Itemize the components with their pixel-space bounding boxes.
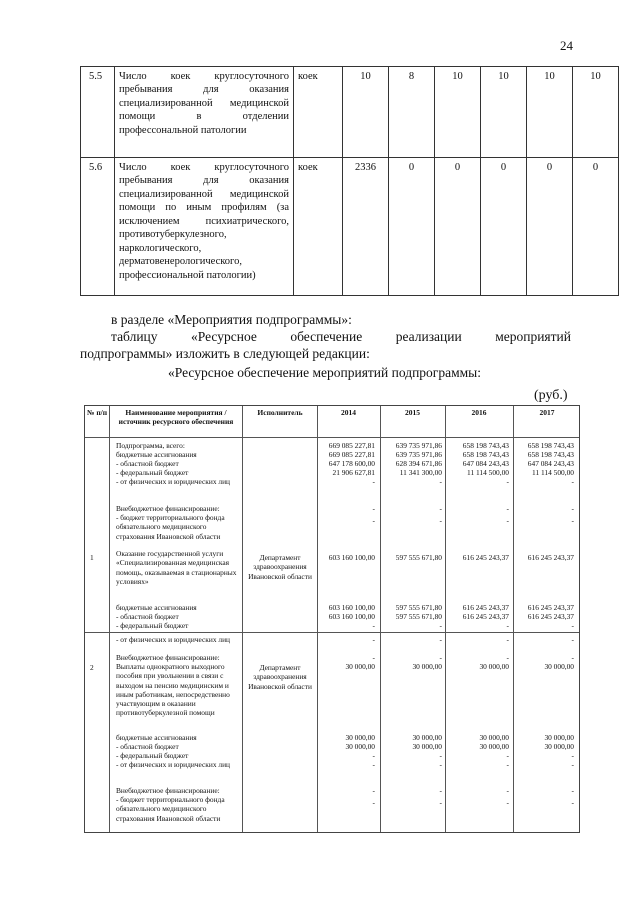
value-2014: 21 906 627,81	[332, 468, 375, 477]
value-2017: 30 000,00	[544, 733, 574, 742]
value-2017: 11 114 500,00	[532, 468, 574, 477]
row-number: 5.6	[81, 158, 115, 296]
value-2015: -	[439, 653, 442, 662]
value-2014: -	[372, 760, 375, 769]
value-2015: 30 000,00	[412, 662, 442, 671]
indicator-value: 0	[527, 158, 573, 296]
row-number: 5.5	[81, 67, 115, 158]
indicator-value: 0	[481, 158, 527, 296]
program-line: Подпрограмма, всего:	[116, 441, 185, 450]
indicator-name: Число коек круглосуточного пребывания для оказания специализированной медицинской помощи в отделении профессональной патологии	[115, 67, 294, 158]
indicator-value: 10	[435, 67, 481, 158]
table-caption: «Ресурсное обеспечение мероприятий подпрограммы:	[168, 365, 481, 380]
row-divider	[85, 437, 579, 438]
item-line: - областной бюджет	[116, 612, 179, 621]
item-line: Внебюджетное финансирование:	[116, 653, 220, 662]
value-2016: -	[506, 653, 509, 662]
value-2014: -	[372, 653, 375, 662]
value-2017: 616 245 243,37	[527, 603, 574, 612]
header-2014: 2014	[341, 408, 356, 417]
value-2016: -	[506, 798, 509, 807]
value-2014: 647 178 600,00	[328, 459, 375, 468]
value-2014: 30 000,00	[345, 733, 375, 742]
program-line: Внебюджетное финансирование:	[116, 504, 220, 513]
header-executor: Исполнитель	[257, 408, 303, 417]
value-2014: 603 160 100,00	[328, 553, 375, 562]
table-row	[81, 67, 619, 158]
value-2016: 658 198 743,43	[462, 450, 509, 459]
value-2014: -	[372, 798, 375, 807]
value-2016: 30 000,00	[479, 733, 509, 742]
value-2016: -	[506, 504, 509, 513]
value-2016: -	[506, 477, 509, 486]
program-line: - федеральный бюджет	[116, 468, 189, 477]
value-2015: 597 555 671,80	[395, 553, 442, 562]
item-line: - от физических и юридических лиц	[116, 760, 230, 769]
word: таблицу	[111, 329, 158, 344]
value-2016: -	[506, 621, 509, 630]
value-2015: 628 394 671,86	[395, 459, 442, 468]
value-2016: 11 114 500,00	[467, 468, 509, 477]
value-2017: 30 000,00	[544, 742, 574, 751]
value-2015: 639 735 971,86	[395, 450, 442, 459]
value-2017: -	[571, 477, 574, 486]
value-2017: 616 245 243,37	[527, 553, 574, 562]
column-divider	[242, 406, 243, 832]
item-line: - областной бюджет	[116, 742, 179, 751]
value-2016: 658 198 743,43	[462, 441, 509, 450]
indicator-value: 0	[573, 158, 619, 296]
value-2014: 30 000,00	[345, 662, 375, 671]
value-2015: -	[439, 516, 442, 525]
indicator-value: 10	[481, 67, 527, 158]
value-2015: -	[439, 760, 442, 769]
value-2017: -	[571, 516, 574, 525]
value-2014: -	[372, 751, 375, 760]
value-2014: 30 000,00	[345, 742, 375, 751]
word: обеспечение	[290, 329, 363, 344]
indicators-table	[80, 66, 619, 296]
item-line: бюджетные ассигнования	[116, 603, 197, 612]
paragraph-line: в разделе «Мероприятия подпрограммы»:	[111, 312, 352, 327]
value-2015: -	[439, 504, 442, 513]
value-2015: -	[439, 477, 442, 486]
value-2016: -	[506, 635, 509, 644]
value-2017: -	[571, 751, 574, 760]
value-2014: 669 085 227,81	[328, 441, 375, 450]
item-number: 2	[90, 663, 94, 672]
indicator-value: 0	[389, 158, 435, 296]
value-2016: 616 245 243,37	[462, 612, 509, 621]
value-2014: -	[372, 621, 375, 630]
value-2016: -	[506, 786, 509, 795]
value-2017: -	[571, 504, 574, 513]
indicator-value: 10	[343, 67, 389, 158]
value-2017: -	[571, 786, 574, 795]
value-2015: 597 555 671,80	[395, 612, 442, 621]
value-2014: -	[372, 504, 375, 513]
value-2017: -	[571, 621, 574, 630]
item-title: Оказание государственной услуги «Специализированная медицинская помощь, оказываемая в стационарных условиях»	[116, 549, 237, 586]
item-line: - бюджет территориального фонда обязательного медицинского страхования Ивановской области	[116, 795, 225, 823]
value-2016: -	[506, 751, 509, 760]
value-2014: -	[372, 786, 375, 795]
value-2015: 597 555 671,80	[395, 603, 442, 612]
resource-table	[84, 405, 580, 833]
indicator-value: 2336	[343, 158, 389, 296]
value-2015: 639 735 971,86	[395, 441, 442, 450]
indicator-value: 0	[435, 158, 481, 296]
value-2017: -	[571, 635, 574, 644]
currency-unit: (руб.)	[534, 388, 568, 403]
word: мероприятий	[495, 329, 571, 344]
value-2015: -	[439, 635, 442, 644]
item-line: - от физических и юридических лиц	[116, 635, 230, 644]
value-2014: -	[372, 516, 375, 525]
value-2016: -	[506, 760, 509, 769]
value-2016: 616 245 243,37	[462, 603, 509, 612]
indicator-value: 8	[389, 67, 435, 158]
program-line: - областной бюджет	[116, 459, 179, 468]
value-2015: -	[439, 621, 442, 630]
table-row	[81, 158, 619, 296]
item-line: - федеральный бюджет	[116, 751, 189, 760]
value-2015: 30 000,00	[412, 733, 442, 742]
value-2014: -	[372, 477, 375, 486]
value-2017: 658 198 743,43	[527, 441, 574, 450]
value-2015: 11 341 300,00	[399, 468, 442, 477]
indicator-name: Число коек круглосуточного пребывания для оказания специализированной медицинской помощи по иным профилям (за исключением психиатрического, противотуберкулезного, наркологического, дерматовенерологического, профессиональной патологии)	[115, 158, 294, 296]
value-2016: 30 000,00	[479, 742, 509, 751]
value-2017: 647 084 243,43	[527, 459, 574, 468]
value-2015: -	[439, 798, 442, 807]
header-2015: 2015	[405, 408, 420, 417]
indicator-value: 10	[573, 67, 619, 158]
value-2017: -	[571, 798, 574, 807]
paragraph-line: подпрограммы» изложить в следующей редакции:	[80, 346, 370, 361]
value-2017: 658 198 743,43	[527, 450, 574, 459]
value-2014: -	[372, 635, 375, 644]
value-2014: 669 085 227,81	[328, 450, 375, 459]
value-2016: 616 245 243,37	[462, 553, 509, 562]
header-2017: 2017	[539, 408, 555, 417]
value-2015: 30 000,00	[412, 742, 442, 751]
item-executor: Департамент здравоохранения Ивановской области	[248, 553, 312, 581]
value-2017: -	[571, 760, 574, 769]
word: «Ресурсное	[191, 329, 257, 344]
item-line: - федеральный бюджет	[116, 621, 189, 630]
value-2017: 30 000,00	[544, 662, 574, 671]
value-2017: 616 245 243,37	[527, 612, 574, 621]
value-2016: 647 084 243,43	[462, 459, 509, 468]
indicator-value: 10	[527, 67, 573, 158]
value-2015: -	[439, 751, 442, 760]
value-2014: 603 160 100,00	[328, 612, 375, 621]
value-2015: -	[439, 786, 442, 795]
item-number: 1	[90, 553, 94, 562]
value-2014: 603 160 100,00	[328, 603, 375, 612]
value-2016: 30 000,00	[479, 662, 509, 671]
value-2017: -	[571, 653, 574, 662]
item-line: Внебюджетное финансирование:	[116, 786, 220, 795]
indicator-unit: коек	[294, 158, 343, 296]
page-number: 24	[560, 38, 573, 53]
item-line: бюджетные ассигнования	[116, 733, 197, 742]
header-2016: 2016	[471, 408, 487, 417]
indicator-unit: коек	[294, 67, 343, 158]
header-num: № п/п	[86, 408, 108, 417]
header-name: Наименование мероприятия / источник ресурсного обеспечения	[118, 408, 234, 426]
value-2016: -	[506, 516, 509, 525]
column-divider	[380, 406, 381, 832]
word: реализации	[395, 329, 462, 344]
column-divider	[109, 406, 110, 832]
row-divider	[85, 632, 579, 633]
paragraph-line-justified	[111, 328, 571, 345]
program-line: - от физических и юридических лиц	[116, 477, 230, 486]
item-executor: Департамент здравоохранения Ивановской области	[248, 663, 312, 691]
program-line: бюджетные ассигнования	[116, 450, 197, 459]
program-line: - бюджет территориального фонда обязательного медицинского страхования Ивановской области	[116, 513, 225, 541]
item-title: Выплаты однократного выходного пособия при увольнении в связи с выходом на пенсию медицинским и иным работникам, непосредственно участвующим в оказании противотуберкулезной помощи	[116, 662, 230, 718]
